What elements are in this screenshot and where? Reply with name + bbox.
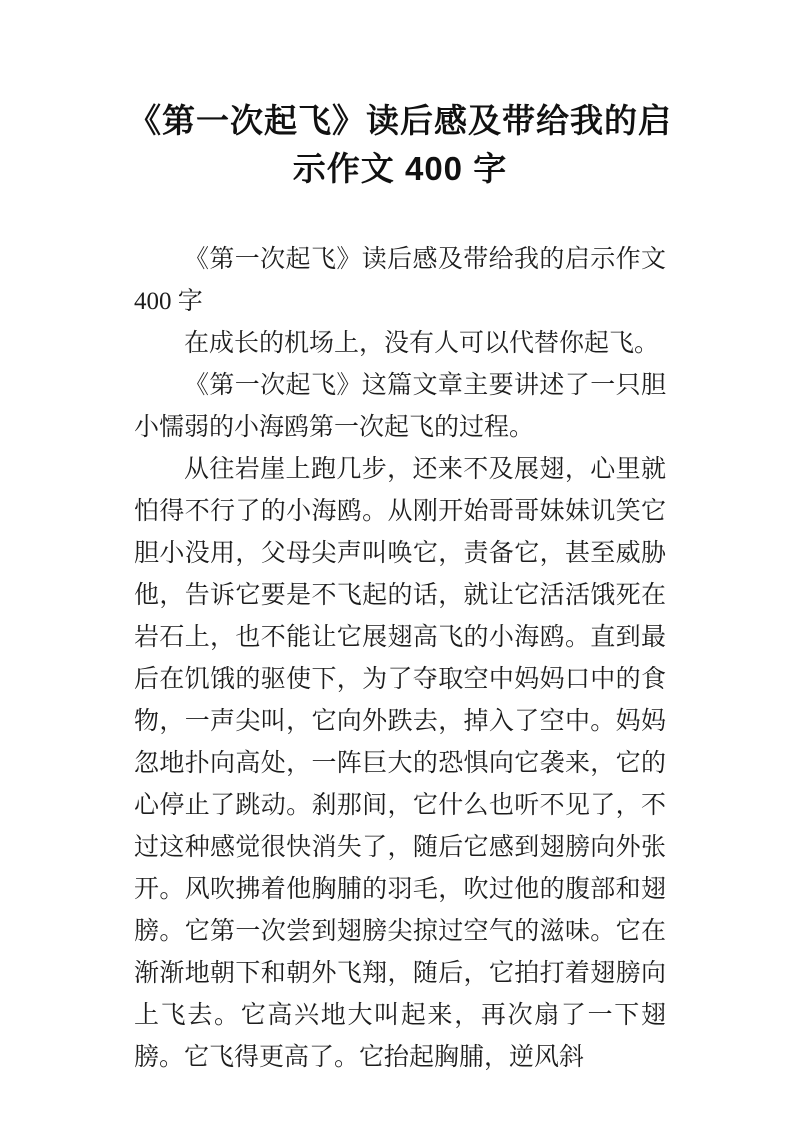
document-body <box>134 239 666 1079</box>
paragraph-title-repeat: 《第一次起飞》读后感及带给我的启示作文 400 字 <box>134 246 666 315</box>
document-title: 《第一次起飞》读后感及带给我的启示作文 400 字 <box>128 102 672 187</box>
paragraph-summary: 《第一次起飞》这篇文章主要讲述了一只胆小懦弱的小海鸥第一次起飞的过程。 <box>134 372 666 441</box>
paragraph-epigraph: 在成长的机场上，没有人可以代替你起飞。 <box>184 330 660 357</box>
paragraph-story: 从往岩崖上跑几步，还来不及展翅，心里就怕得不行了的小海鸥。从刚开始哥哥妹妹讥笑它胆小没用，父母尖声叫唤它，责备它，甚至威胁他，告诉它要是不飞起的话，就让它活活饿死在岩石上，也不能让它展翅高飞的小海鸥。直到最后在饥饿的驱使下，为了夺取空中妈妈口中的食物，一声尖叫，它向外跌去，掉入了空中。妈妈忽地扑向高处，一阵巨大的恐惧向它袭来，它的心停止了跳动。刹那间，它什么也听不见了，不过这种感觉很快消失了，随后它感到翅膀向外张开。风吹拂着他胸脯的羽毛，吹过他的腹部和翅膀。它第一次尝到翅膀尖掠过空气的滋味。它在渐渐地朝下和朝外飞翔，随后，它拍打着翅膀向上飞去。它高兴地大叫起来，再次扇了一下翅膀。它飞得更高了。它抬起胸脯，逆风斜 <box>134 456 666 1071</box>
